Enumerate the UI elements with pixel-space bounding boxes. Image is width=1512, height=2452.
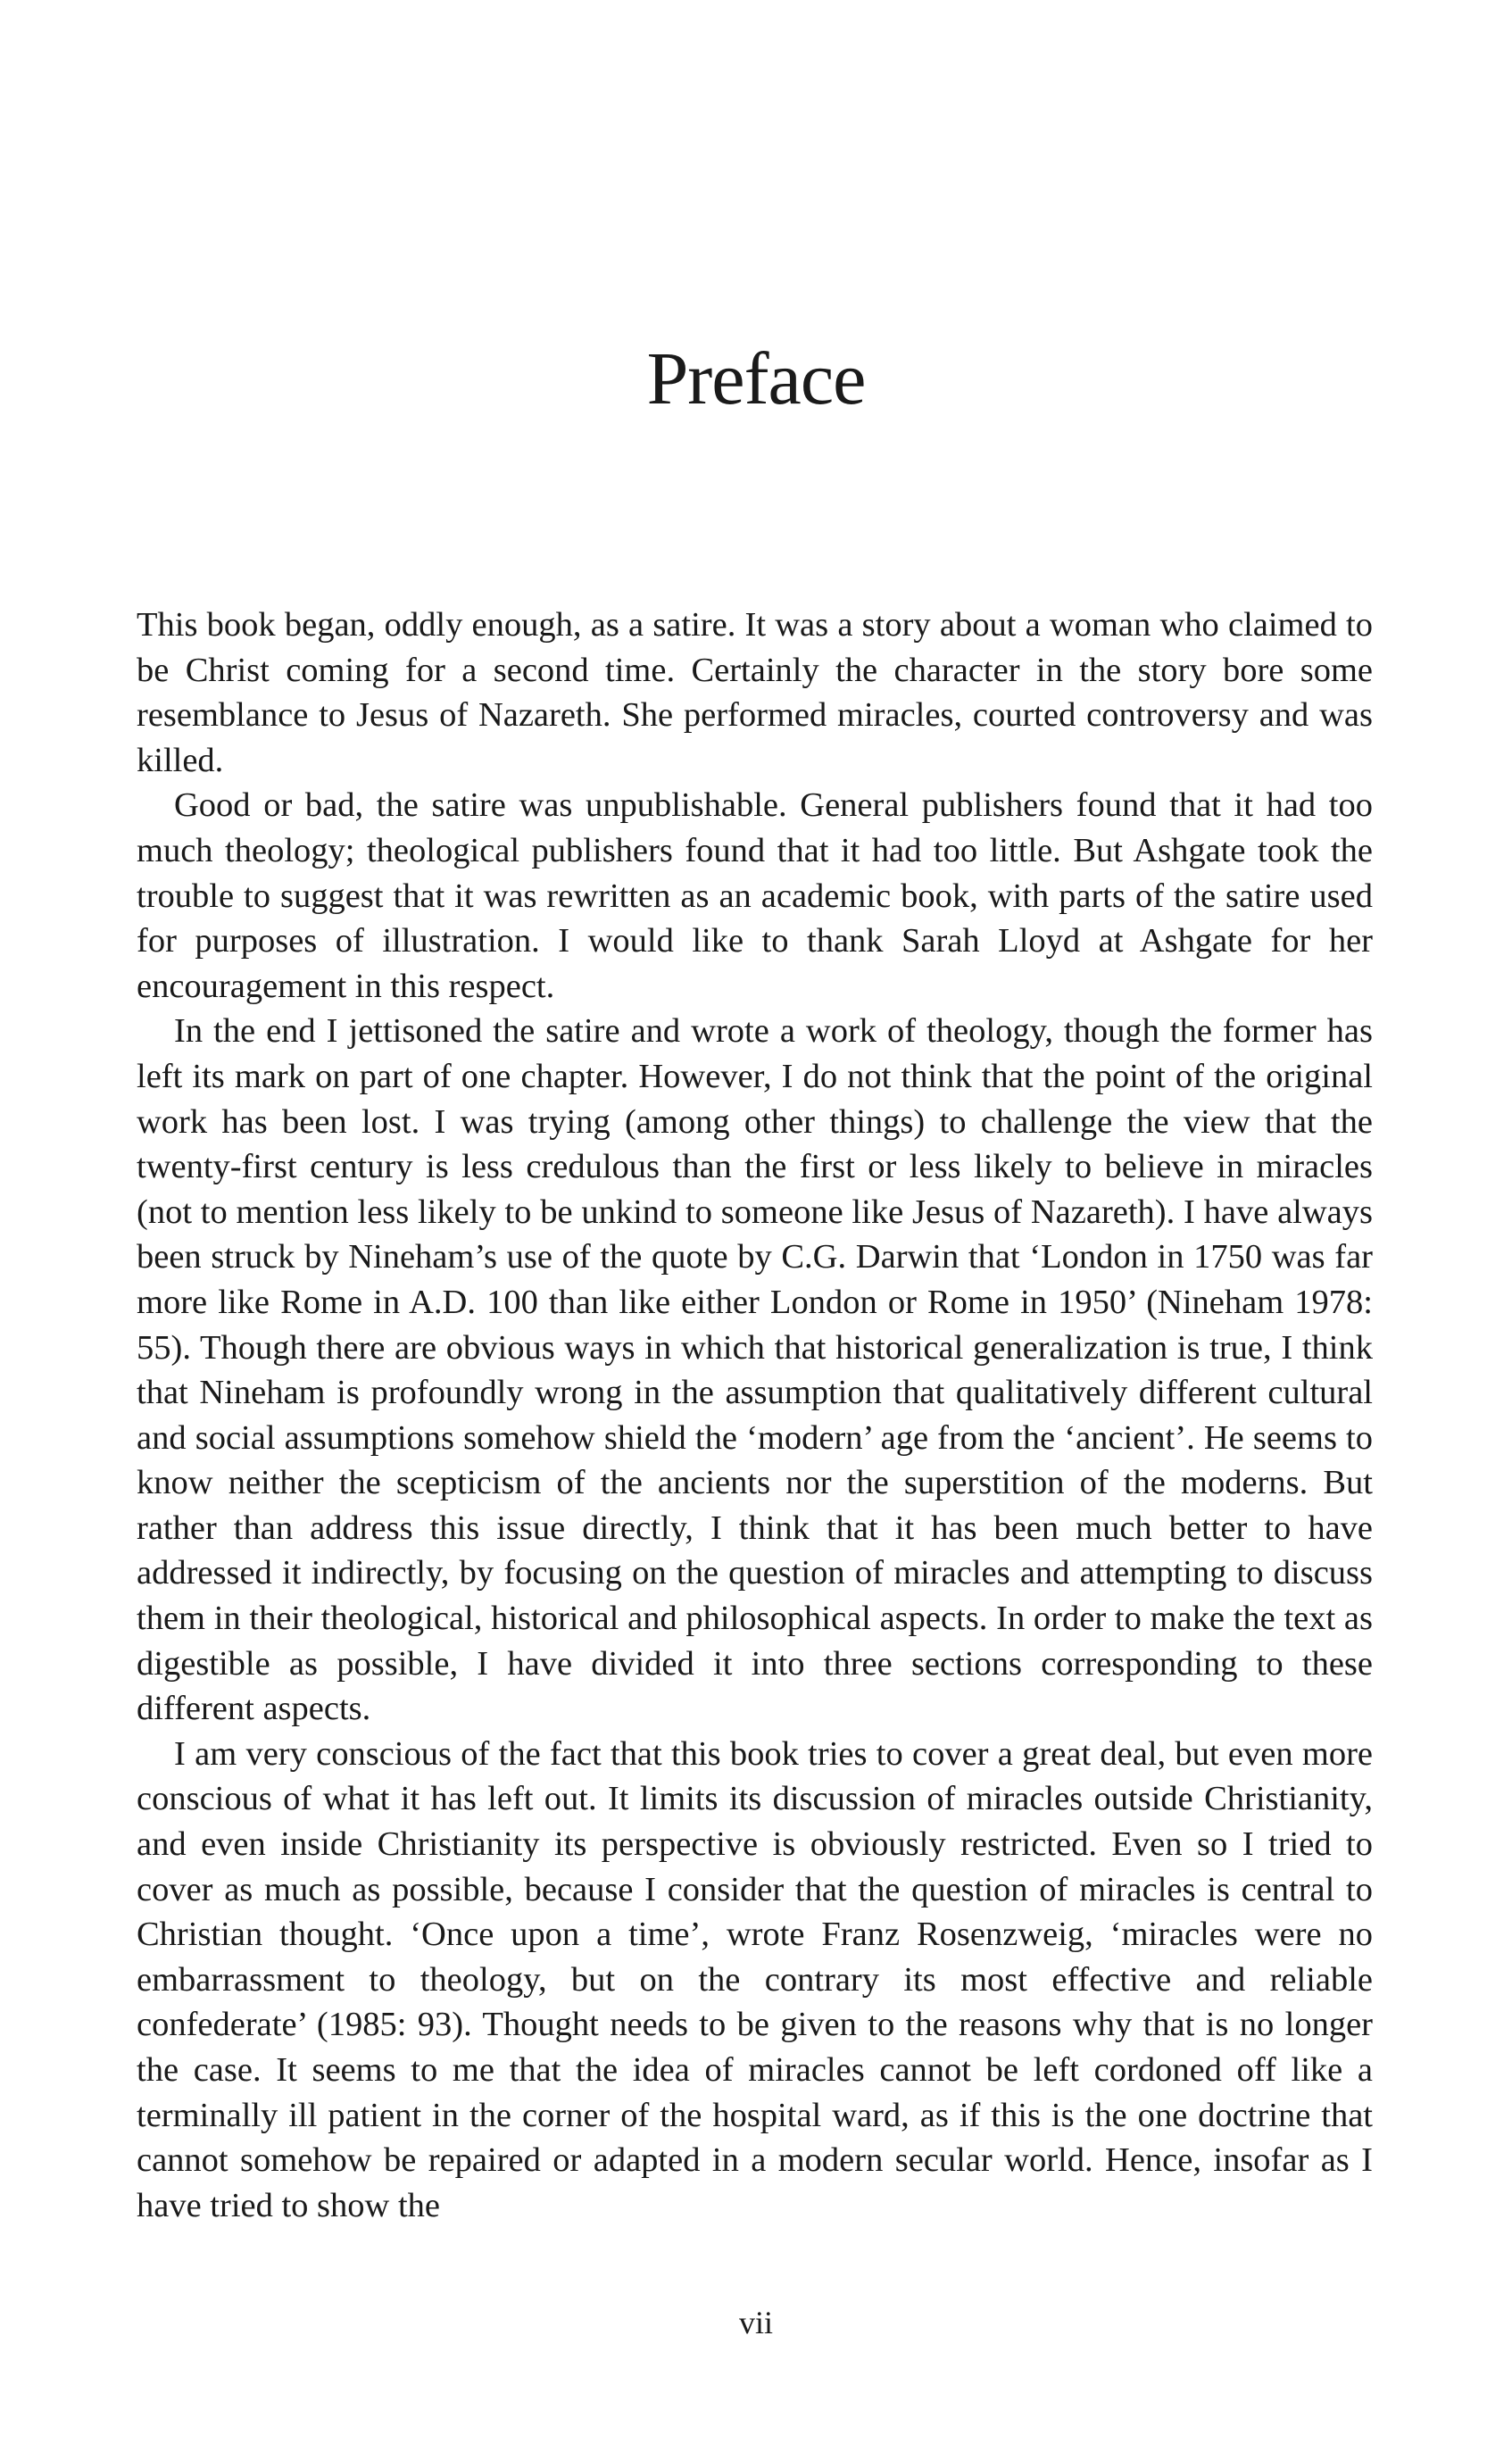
page-title: Preface xyxy=(646,337,866,420)
paragraph-1: This book began, oddly enough, as a satire. It was a story about a woman who claimed to be Christ coming for a second time. Certainly the character in the story bore some resemblance to Jesus of Nazareth. She performed miracles, courted controversy and was killed. xyxy=(137,606,1373,779)
preface-body xyxy=(137,603,1373,2228)
paragraph-2: Good or bad, the satire was unpublishable. General publishers found that it had too much theology; theological publishers found that it had too little. But Ashgate took the trouble to suggest that it was rewritten as an academic book, with parts of the satire used for purposes of illustration. I would like to thank Sarah Lloyd at Ashgate for her encouragement in this respect. xyxy=(137,786,1373,1005)
paragraph-3: In the end I jettisoned the satire and wrote a work of theology, though the former has left its mark on part of one chapter. However, I do not think that the point of the original work has been lost. I was trying (among other things) to challenge the view that the twenty-first century is less credulous than the first or less likely to believe in miracles (not to mention less likely to be unkind to someone like Jesus of Nazareth). I have always been struck by Nineham’s use of the quote by C.G. Darwin that ‘London in 1750 was far more like Rome in A.D. 100 than like either London or Rome in 1950’ (Nineham 1978: 55). Though there are obvious ways in which that historical generalization is true, I think that Nineham is profoundly wrong in the assumption that qualitatively different cultural and social assumptions somehow shield the ‘modern’ age from the ‘ancient’. He seems to know neither the scepticism of the ancients nor the superstition of the moderns. But rather than address this issue directly, I think that it has been much better to have addressed it indirectly, by focusing on the question of miracles and attempting to discuss them in their theological, historical and philosophical aspects. In order to make the text as digestible as possible, I have divided it into three sections corresponding to these different aspects. xyxy=(137,1012,1373,1728)
paragraph-4: I am very conscious of the fact that this book tries to cover a great deal, but even more conscious of what it has left out. It limits its discussion of miracles outside Christianity, and even inside Christianity its perspective is obviously restricted. Even so I tried to cover as much as possible, because I consider that the question of miracles is central to Christian thought. ‘Once upon a time’, wrote Franz Rosenzweig, ‘miracles were no embarrassment to theology, but on the contrary its most effective and reliable confederate’ (1985: 93). Thought needs to be given to the reasons why that is no longer the case. It seems to me that the idea of miracles cannot be left cordoned off like a terminally ill patient in the corner of the hospital ward, as if this is the one doctrine that cannot somehow be repaired or adapted in a modern secular world. Hence, insofar as I have tried to show the xyxy=(137,1734,1373,2224)
page-number: vii xyxy=(738,2305,773,2340)
